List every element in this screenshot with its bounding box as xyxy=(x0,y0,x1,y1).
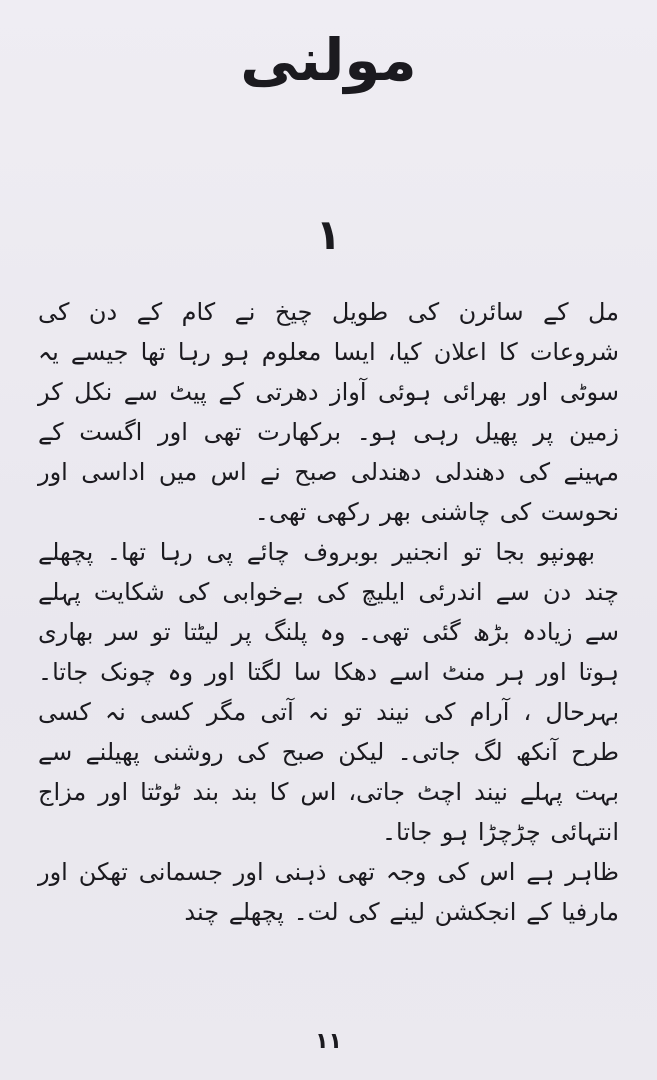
paragraph-3: ظاہر ہے اس کی وجہ تھی ذہنی اور جسمانی تھکن اور مارفیا کے انجکشن لینے کی لت۔ پچھلے چند xyxy=(38,858,619,926)
body-text xyxy=(38,292,619,932)
paragraph-1: مل کے سائرن کی طویل چیخ نے کام کے دن کی شروعات کا اعلان کیا، ایسا معلوم ہو رہا تھا جیسے یہ سوٹی اور بھرائی ہوئی آواز دھرتی کے پیٹ سے نکل کر زمین پر پھیل رہی ہو۔ برکھارت تھی اور اگست کے مہینے کی دھندلی دھندلی صبح نے اس میں اداسی اور نحوست کی چاشنی بھر رکھی تھی۔ xyxy=(38,298,619,526)
paragraph-2: بھونپو بجا تو انجنیر بوبروف چائے پی رہا تھا۔ پچھلے چند دن سے اندرئی ایلیچ کی بےخوابی کی شکایت پہلے سے زیادہ بڑھ گئی تھی۔ وہ پلنگ پر لیٹتا تو سر بھاری ہوتا اور ہر منٹ اسے دھکا سا لگتا اور وہ چونک جاتا۔ بہرحال ، آرام کی نیند تو نہ آتی مگر کسی نہ کسی طرح آنکھ لگ جاتی۔ لیکن صبح کی روشنی پھیلنے سے بہت پہلے نیند اچٹ جاتی، اس کا بند بند ٹوٹتا اور مزاج انتہائی چڑچڑا ہو جاتا۔ xyxy=(38,538,619,846)
chapter-number: ۱ xyxy=(315,210,342,259)
page-number: ۱۱ xyxy=(315,1029,342,1054)
page-title: مولنی xyxy=(240,26,417,94)
